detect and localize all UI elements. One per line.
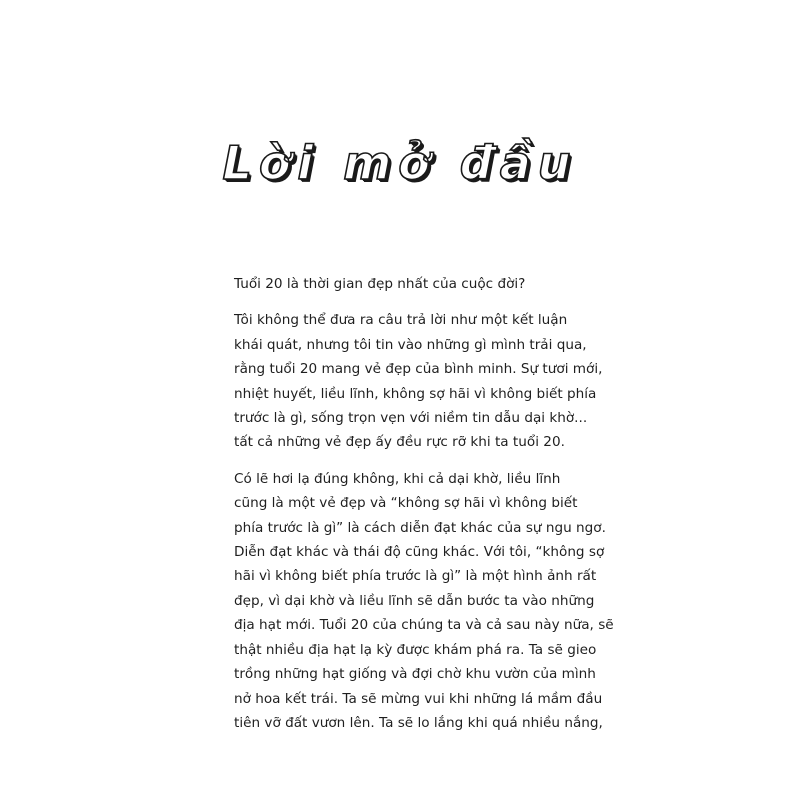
text-line: thật nhiều địa hạt lạ kỳ được khám phá ra. Ta sẽ gieo bbox=[234, 641, 597, 658]
text-line: đẹp, vì dại khờ và liều lĩnh sẽ dẫn bước ta vào những bbox=[234, 592, 595, 609]
text-line: trồng những hạt giống và đợi chờ khu vườn của mình bbox=[234, 666, 596, 683]
text-line: tiên vỡ đất vươn lên. Ta sẽ lo lắng khi quá nhiều nắng, bbox=[234, 714, 603, 731]
text-line: Có lẽ hơi lạ đúng không, khi cả dại khờ, liều lĩnh bbox=[234, 470, 561, 487]
text-line: tất cả những vẻ đẹp ấy đều rực rỡ khi ta tuổi 20. bbox=[234, 434, 565, 451]
text-line: địa hạt mới. Tuổi 20 của chúng ta và cả sau này nữa, sẽ bbox=[234, 617, 614, 634]
paragraph-3 bbox=[214, 467, 614, 735]
chapter-title: Lời mở đầu bbox=[222, 136, 578, 190]
text-line: Tôi không thể đưa ra câu trả lời như một kết luận bbox=[234, 312, 568, 329]
text-line: cũng là một vẻ đẹp và “không sợ hãi vì không biết bbox=[234, 495, 578, 512]
text-line: nhiệt huyết, liều lĩnh, không sợ hãi vì không biết phía bbox=[234, 385, 597, 402]
text-line: nở hoa kết trái. Ta sẽ mừng vui khi những lá mầm đầu bbox=[234, 690, 603, 707]
paragraph-1 bbox=[214, 272, 594, 296]
text-line: hãi vì không biết phía trước là gì” là một hình ảnh rất bbox=[234, 568, 597, 585]
text-line: phía trước là gì” là cách diễn đạt khác của sự ngu ngơ. bbox=[234, 519, 606, 536]
paragraph-2 bbox=[214, 308, 603, 454]
text-line: Diễn đạt khác và thái độ cũng khác. Với tôi, “không sợ bbox=[234, 544, 605, 561]
text-line: rằng tuổi 20 mang vẻ đẹp của bình minh. Sự tươi mới, bbox=[234, 361, 603, 378]
text-line: trước là gì, sống trọn vẹn với niềm tin dẫu dại khờ... bbox=[234, 410, 588, 427]
chapter-body bbox=[214, 272, 614, 747]
text-line: Tuổi 20 là thời gian đẹp nhất của cuộc đời? bbox=[234, 276, 526, 292]
text-line: khái quát, nhưng tôi tin vào những gì mình trải qua, bbox=[234, 336, 587, 353]
